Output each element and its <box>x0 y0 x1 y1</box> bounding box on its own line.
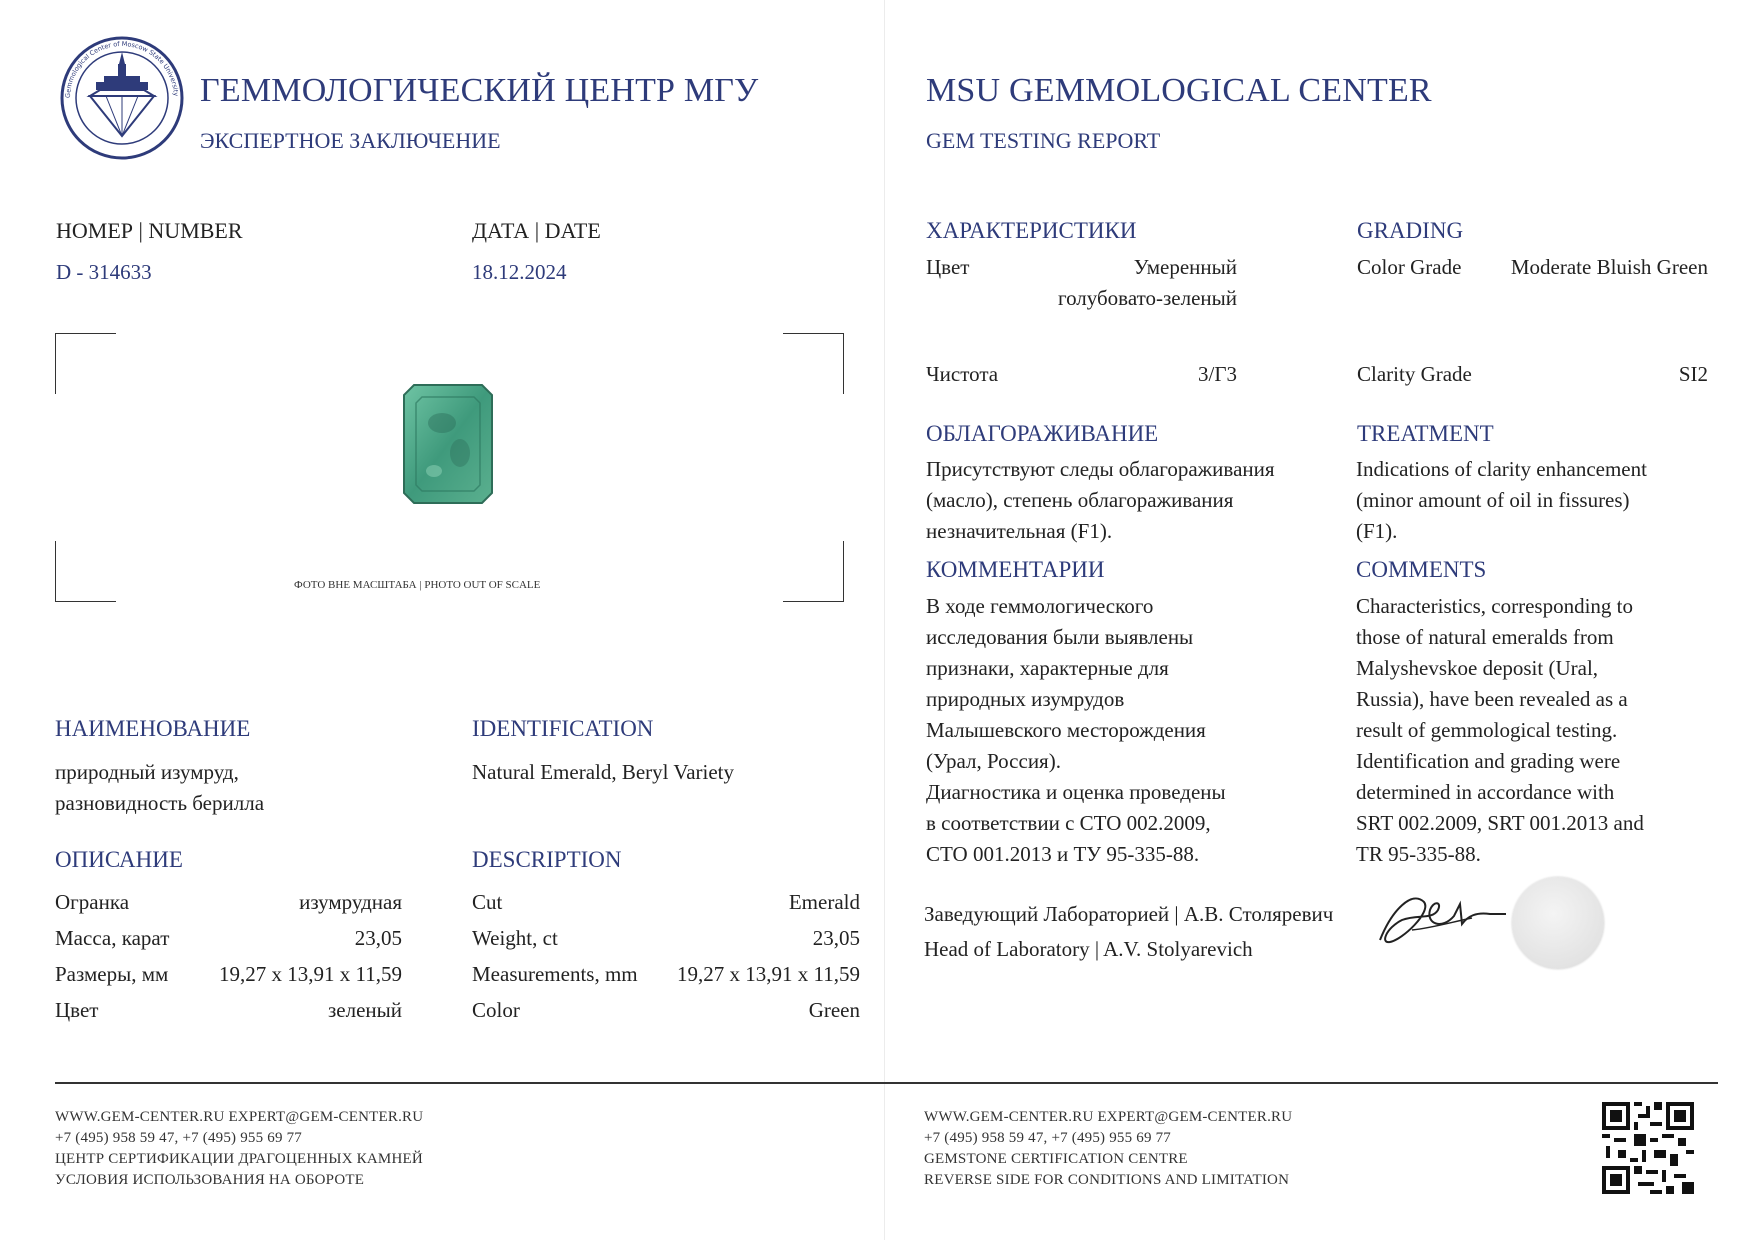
comment-line: признаки, характерные для <box>926 656 1169 680</box>
row-label: Weight, ct <box>472 926 558 950</box>
comment-line: those of natural emeralds from <box>1356 625 1614 649</box>
treatment-line: (F1). <box>1356 519 1398 543</box>
row-label: Measurements, mm <box>472 962 638 986</box>
clarity-value-ru: 3/Г3 <box>1198 362 1237 386</box>
treatment-ru <box>926 454 1275 547</box>
comment-line: СТО 001.2013 и ТУ 95-335-88. <box>926 842 1200 866</box>
footer-line: WWW.GEM-CENTER.RU EXPERT@GEM-CENTER.RU <box>55 1109 424 1125</box>
signature <box>1372 880 1512 960</box>
row-value: изумрудная <box>299 890 402 914</box>
description-heading-ru: ОПИСАНИЕ <box>55 847 183 872</box>
desc-row-cut-ru <box>55 890 402 915</box>
right-title: MSU GEMMOLOGICAL CENTER <box>926 72 1432 109</box>
right-subtitle: GEM TESTING REPORT <box>926 128 1161 153</box>
identification-en: Natural Emerald, Beryl Variety <box>472 760 735 784</box>
desc-row-size-en <box>472 962 860 987</box>
footer-line: +7 (495) 958 59 47, +7 (495) 955 69 77 <box>55 1130 302 1146</box>
frame-corner-bl <box>55 541 116 602</box>
description-heading-en: DESCRIPTION <box>472 847 622 872</box>
row-label: Color <box>472 998 520 1022</box>
color-value-en: Moderate Bluish Green <box>1510 255 1708 279</box>
treatment-line: Indications of clarity enhancement <box>1356 457 1647 481</box>
comments-heading-en: COMMENTS <box>1356 557 1487 582</box>
grading-heading-en: GRADING <box>1357 218 1464 243</box>
footer-line: +7 (495) 958 59 47, +7 (495) 955 69 77 <box>924 1130 1171 1146</box>
desc-row-cut-en <box>472 890 860 915</box>
row-label: Размеры, мм <box>55 962 169 986</box>
comment-line: determined in accordance with <box>1356 780 1615 804</box>
row-label: Масса, карат <box>55 926 170 950</box>
clarity-value-en: SI2 <box>1678 362 1708 386</box>
left-footer <box>55 1107 423 1191</box>
desc-row-size-ru <box>55 962 402 987</box>
row-label: Огранка <box>55 890 130 914</box>
comment-line: Characteristics, corresponding to <box>1356 594 1633 618</box>
msu-seal-logo <box>60 36 184 160</box>
comment-line: исследования были выявлены <box>926 625 1194 649</box>
row-label: Цвет <box>55 998 99 1022</box>
qr-code[interactable] <box>1602 1102 1694 1194</box>
clarity-label-ru: Чистота <box>926 362 999 386</box>
frame-corner-br <box>783 541 844 602</box>
row-value: 19,27 x 13,91 x 11,59 <box>219 962 402 986</box>
photo-caption: ФОТО ВНЕ МАСШТАБА | PHOTO OUT OF SCALE <box>294 579 541 591</box>
comment-line: Малышевского месторождения <box>926 718 1206 742</box>
treatment-en <box>1356 454 1647 547</box>
treatment-line: (масло), степень облагораживания <box>926 488 1234 512</box>
comment-line: TR 95-335-88. <box>1356 842 1481 866</box>
treatment-heading-en: TREATMENT <box>1357 421 1494 446</box>
head-of-lab-ru: Заведующий Лабораторией | А.В. Столяревич <box>924 902 1334 926</box>
clarity-label-en: Clarity Grade <box>1357 362 1472 386</box>
row-value: 23,05 <box>812 926 860 950</box>
row-label: Cut <box>472 890 503 914</box>
grading-heading-ru: ХАРАКТЕРИСТИКИ <box>926 218 1137 243</box>
footer-rule <box>55 1082 1718 1084</box>
frame-corner-tl <box>55 333 116 394</box>
left-subtitle: ЭКСПЕРТНОЕ ЗАКЛЮЧЕНИЕ <box>200 128 501 153</box>
comment-line: SRT 002.2009, SRT 001.2013 and <box>1356 811 1644 835</box>
desc-row-weight-en <box>472 926 860 951</box>
date-label: ДАТА | DATE <box>472 218 601 243</box>
footer-line: ЦЕНТР СЕРТИФИКАЦИИ ДРАГОЦЕННЫХ КАМНЕЙ <box>55 1151 423 1167</box>
comment-line: Диагностика и оценка проведены <box>926 780 1226 804</box>
row-value: 19,27 x 13,91 x 11,59 <box>677 962 860 986</box>
comment-line: (Урал, Россия). <box>926 749 1061 773</box>
treatment-heading-ru: ОБЛАГОРАЖИВАНИЕ <box>926 421 1159 446</box>
desc-row-color-ru <box>55 998 402 1023</box>
row-value: Emerald <box>788 890 860 914</box>
color-value-ru <box>1000 252 1237 314</box>
date-value: 18.12.2024 <box>472 260 567 284</box>
identification-heading-en: IDENTIFICATION <box>472 716 654 741</box>
comments-heading-ru: КОММЕНТАРИИ <box>926 557 1105 582</box>
desc-row-weight-ru <box>55 926 402 951</box>
left-title: ГЕММОЛОГИЧЕСКИЙ ЦЕНТР МГУ <box>200 72 759 109</box>
frame-corner-tr <box>783 333 844 394</box>
treatment-line: Присутствуют следы облагораживания <box>926 457 1275 481</box>
row-value: 23,05 <box>354 926 402 950</box>
color-label-ru: Цвет <box>926 255 970 279</box>
color-label-en: Color Grade <box>1357 255 1462 279</box>
laboratory-stamp <box>1512 877 1604 969</box>
color-value-line: голубовато-зеленый <box>1057 286 1237 310</box>
identification-heading-ru: НАИМЕНОВАНИЕ <box>55 716 251 741</box>
comment-line: природных изумрудов <box>926 687 1125 711</box>
treatment-line: незначительная (F1). <box>926 519 1113 543</box>
emerald-photo <box>402 383 494 505</box>
number-label: НОМЕР | NUMBER <box>56 218 243 243</box>
color-value-line: Умеренный <box>1133 255 1237 279</box>
footer-line: GEMSTONE CERTIFICATION CENTRE <box>924 1151 1188 1167</box>
number-value: D - 314633 <box>56 260 152 284</box>
right-footer <box>924 1107 1292 1191</box>
comments-en <box>1356 591 1644 870</box>
comment-line: Russia), have been revealed as a <box>1356 687 1628 711</box>
identification-ru <box>55 757 264 819</box>
identification-ru-line: разновидность берилла <box>55 791 265 815</box>
comment-line: Identification and grading were <box>1356 749 1621 773</box>
row-value: Green <box>808 998 860 1022</box>
row-value: зеленый <box>327 998 402 1022</box>
svg-text:Gemmological Center of Moscow: Gemmological Center of Moscow State University <box>63 39 180 99</box>
head-of-lab-en: Head of Laboratory | A.V. Stolyarevich <box>924 937 1253 961</box>
footer-line: WWW.GEM-CENTER.RU EXPERT@GEM-CENTER.RU <box>924 1109 1293 1125</box>
footer-line: УСЛОВИЯ ИСПОЛЬЗОВАНИЯ НА ОБОРОТЕ <box>55 1172 365 1188</box>
page-fold <box>884 0 885 1240</box>
comments-ru <box>926 591 1226 870</box>
comment-line: Malyshevskoe deposit (Ural, <box>1356 656 1599 680</box>
comment-line: В ходе геммологического <box>926 594 1154 618</box>
comment-line: result of gemmological testing. <box>1356 718 1618 742</box>
comment-line: в соответствии с СТО 002.2009, <box>926 811 1211 835</box>
footer-line: REVERSE SIDE FOR CONDITIONS AND LIMITATION <box>924 1172 1290 1188</box>
desc-row-color-en <box>472 998 860 1023</box>
treatment-line: (minor amount of oil in fissures) <box>1356 488 1630 512</box>
identification-ru-line: природный изумруд, <box>55 760 239 784</box>
